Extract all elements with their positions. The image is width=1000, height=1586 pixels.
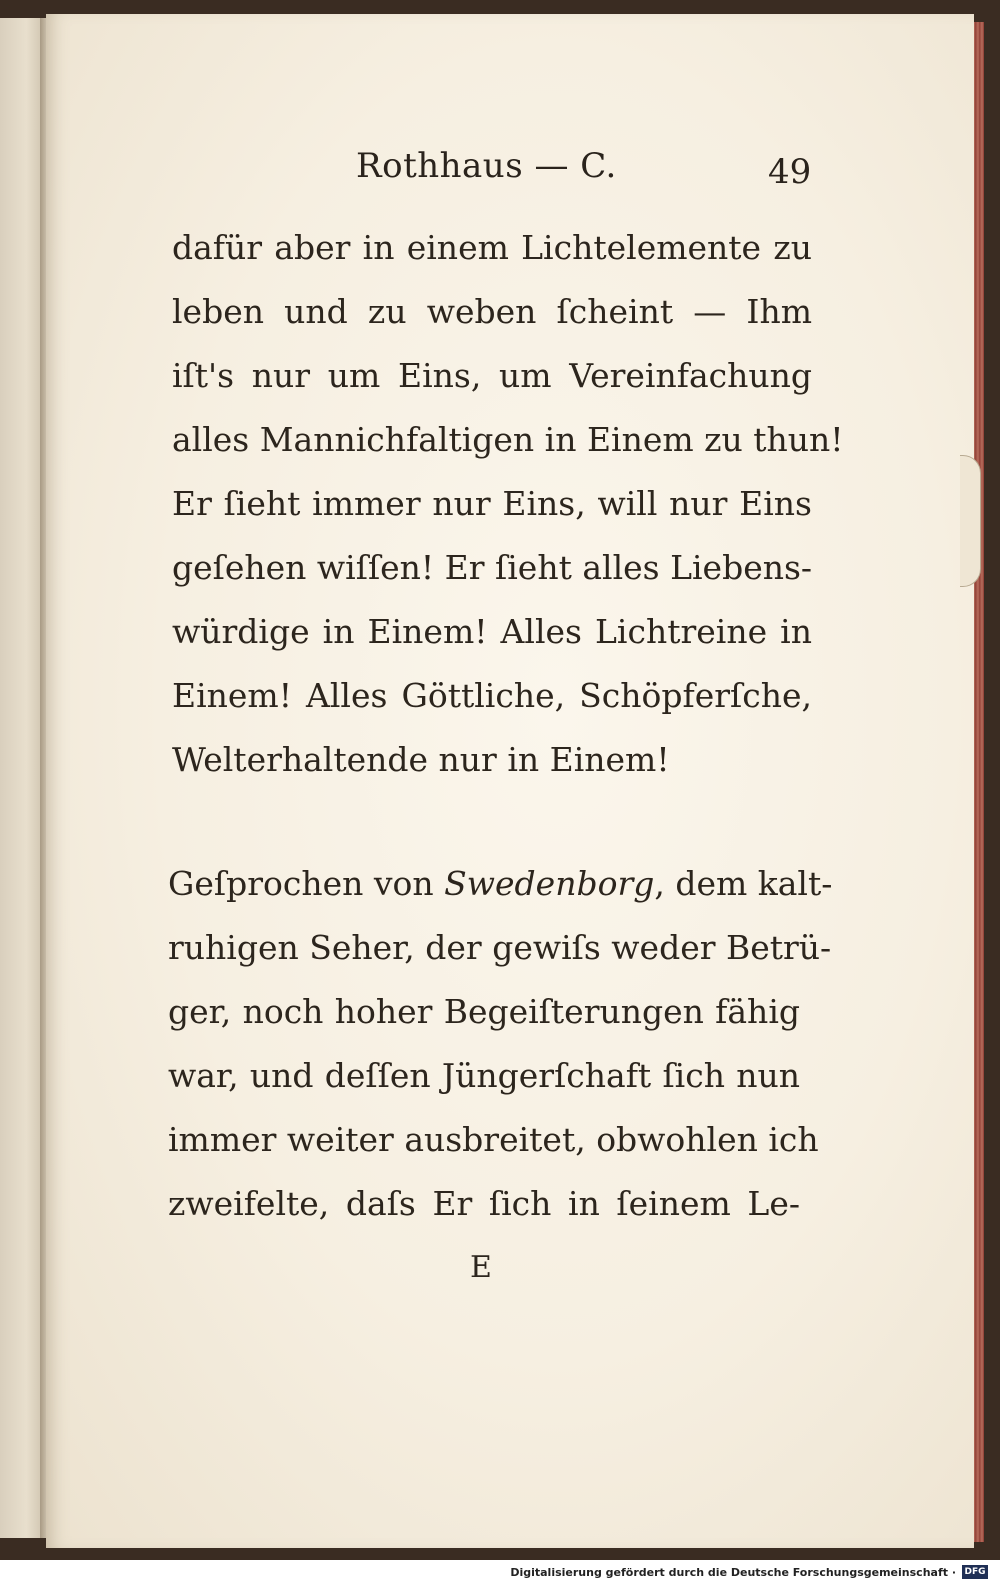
- text-line: ger, noch hoher Begeiſterungen fähig: [168, 992, 800, 1031]
- text-line: alles Mannichfaltigen in Einem zu thun!: [172, 420, 844, 459]
- signature-mark: E: [470, 1250, 492, 1285]
- text-line: war, und deſſen Jüngerſchaft ſich nun: [168, 1056, 800, 1095]
- text-line: Er ſieht immer nur Eins, will nur Eins: [172, 484, 812, 523]
- text-line: zweifelte, daſs Er ſich in ſeinem Le-: [168, 1184, 800, 1223]
- italic-name: Swedenborg: [444, 864, 655, 903]
- dfg-logo-icon: DFG: [962, 1565, 988, 1579]
- left-page-edge: [0, 18, 44, 1538]
- text-line: immer weiter ausbreitet, obwohlen ich: [168, 1120, 819, 1159]
- text-line: würdige in Einem! Alles Lichtreine in: [172, 612, 812, 651]
- footer-bar: [0, 1560, 1000, 1586]
- text-line: iſt's nur um Eins, um Vereinfachung: [172, 356, 812, 395]
- running-title: Rothhaus — C.: [356, 146, 617, 186]
- funding-credit: Digitalisierung gefördert durch die Deutsche Forschungsgemeinschaft ·: [510, 1566, 956, 1579]
- text-line: geſehen wiſſen! Er ſieht alles Liebens-: [172, 548, 813, 587]
- text-segment: Geſprochen von: [168, 864, 434, 903]
- text-segment: , dem kalt-: [654, 864, 833, 903]
- text-line: leben und zu weben ſcheint — Ihm: [172, 292, 812, 331]
- text-line: ruhigen Seher, der gewiſs weder Betrü-: [168, 928, 832, 967]
- text-line: Einem! Alles Göttliche, Schöpferſche,: [172, 676, 812, 715]
- text-line: Welterhaltende nur in Einem!: [172, 740, 670, 779]
- page-number: 49: [768, 152, 812, 192]
- text-line: dafür aber in einem Lichtelemente zu: [172, 228, 812, 267]
- text-line-first: [168, 862, 833, 906]
- page-tab: [960, 455, 981, 587]
